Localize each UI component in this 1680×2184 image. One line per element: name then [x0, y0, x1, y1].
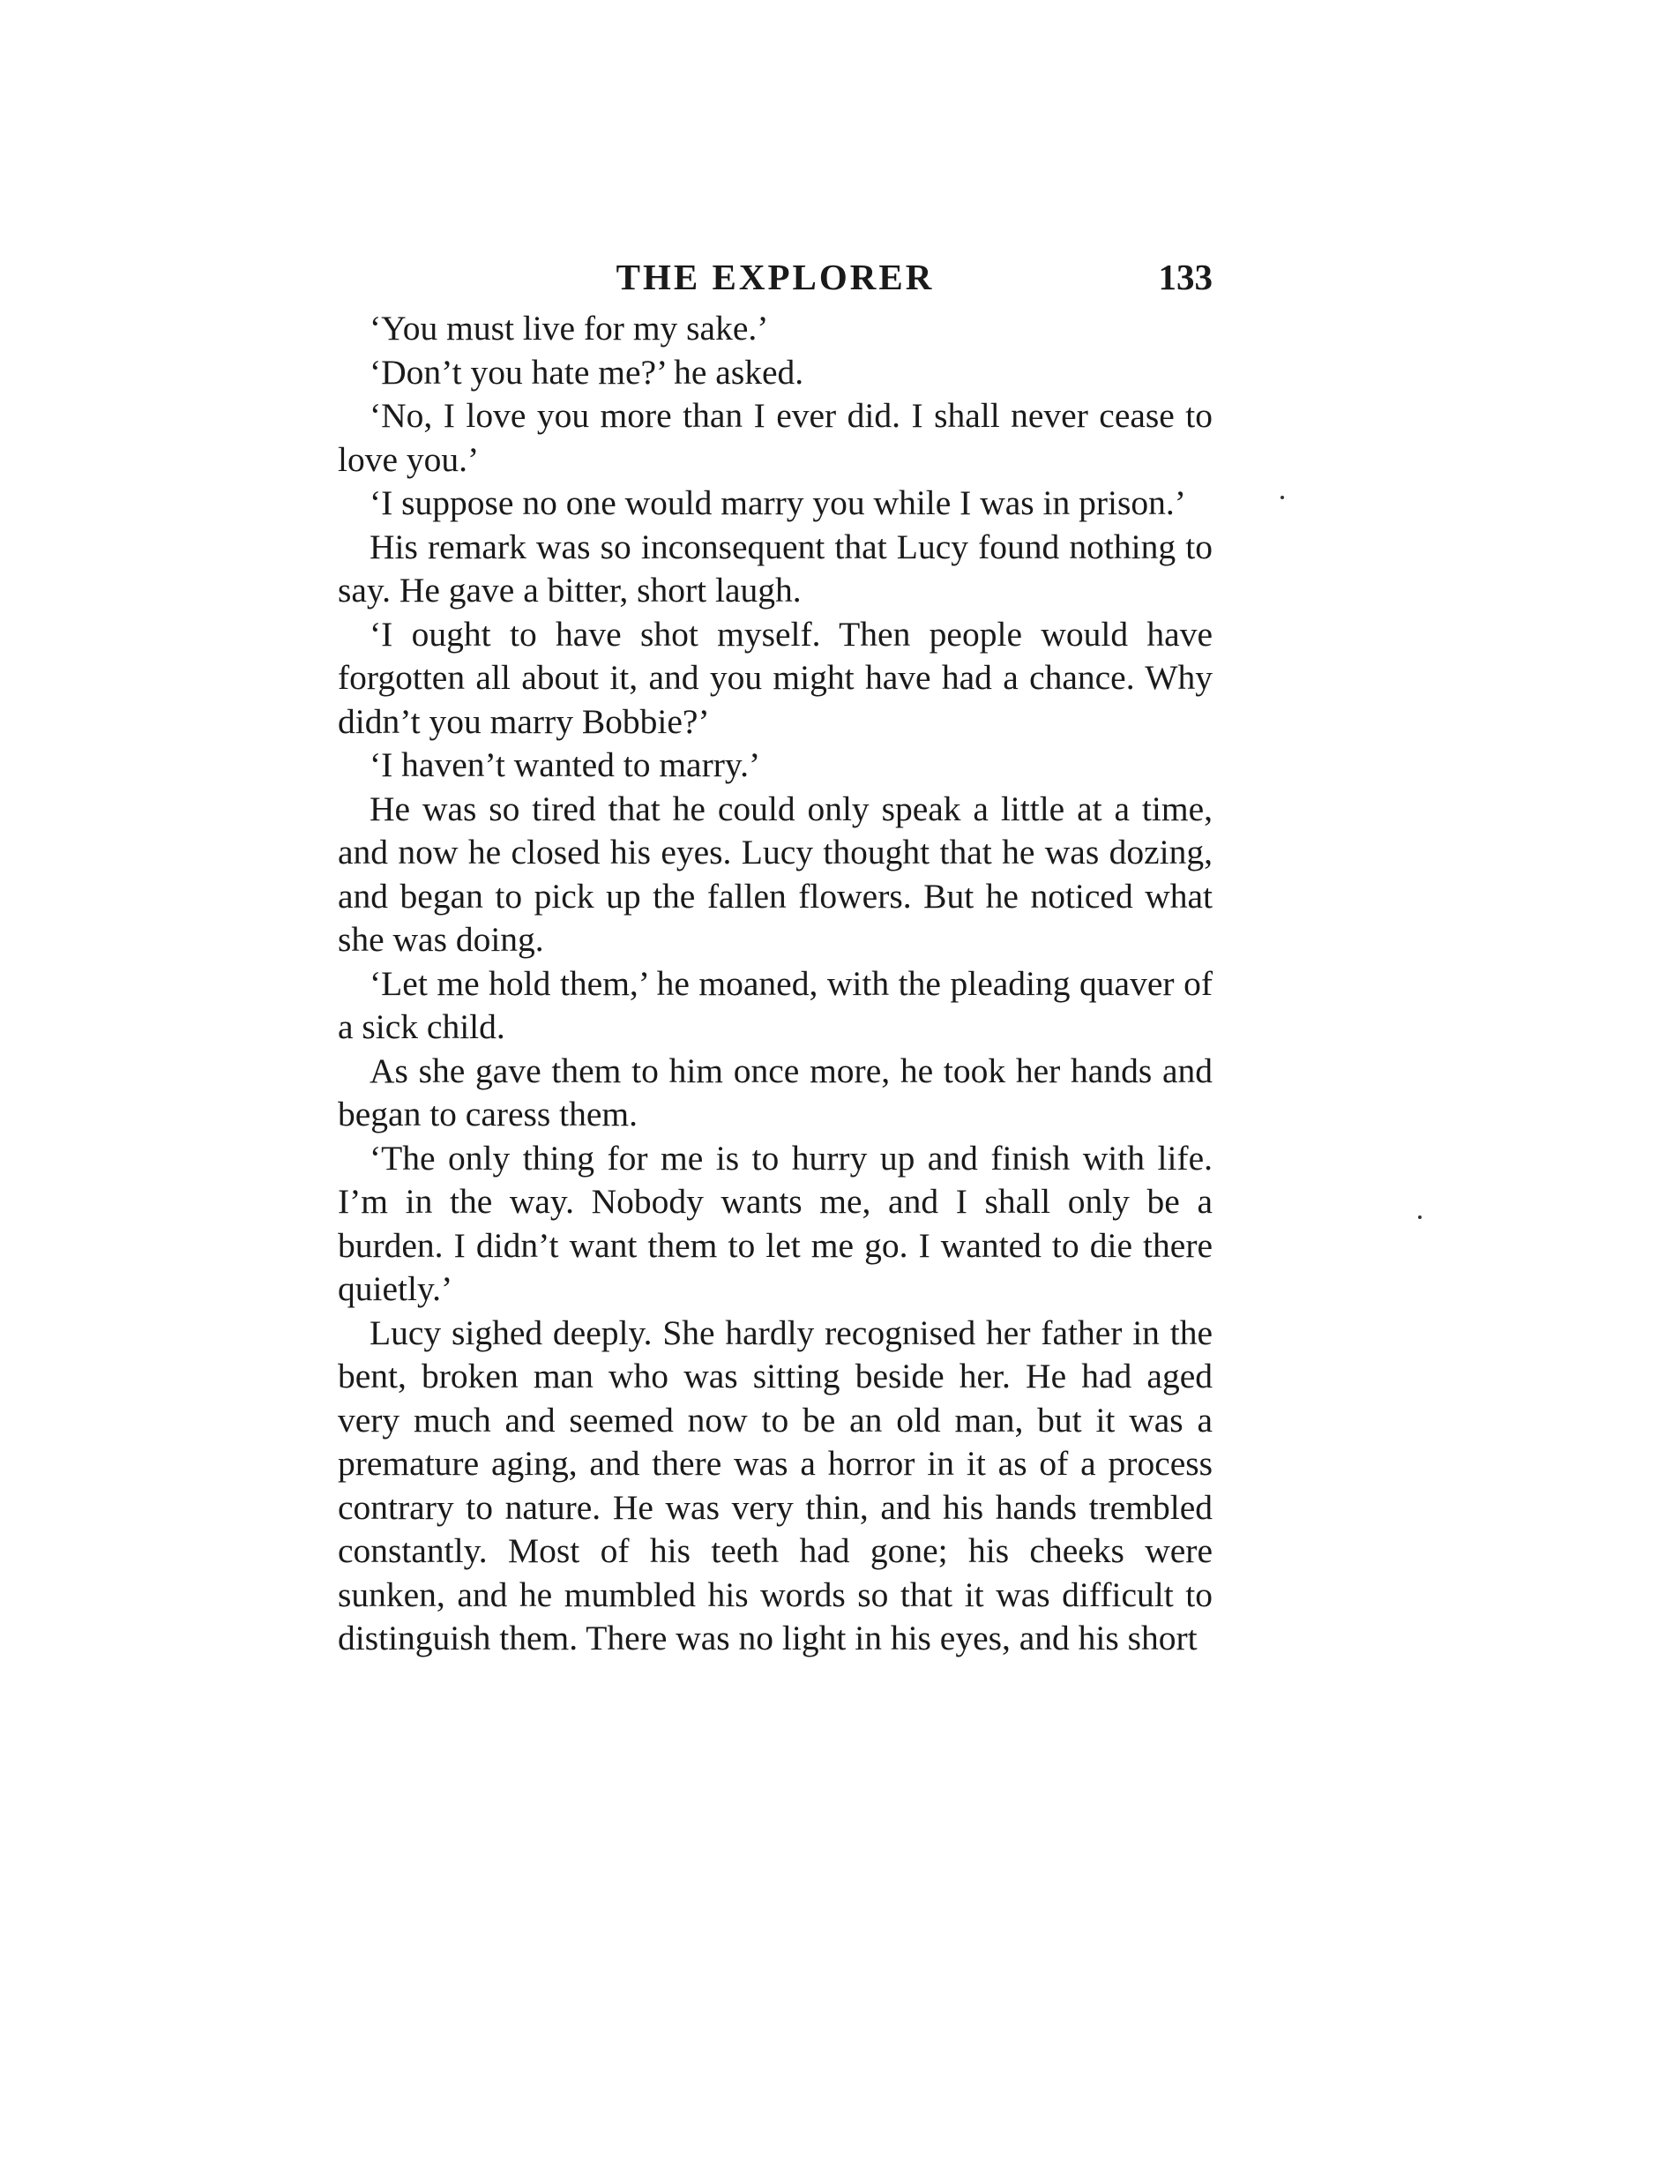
- paragraph: ‘Don’t you hate me?’ he asked.: [370, 352, 804, 392]
- paragraph: ‘I ought to have shot myself. Then people would have forgotten all about it, and you might have had a chance. Why didn’t you marry Bobbie?’: [338, 614, 1213, 741]
- scan-speck: [1418, 1215, 1422, 1219]
- scan-speck: [1281, 496, 1284, 499]
- paragraph: He was so tired that he could only speak a little at a time, and now he closed his eyes. Lucy thought that he was dozing, and began to pick up the fallen flowers. But he noticed what she was doing.: [338, 789, 1213, 959]
- paragraph: ‘I suppose no one would marry you while I was in prison.’: [370, 483, 1186, 522]
- paragraph: ‘I haven’t wanted to marry.’: [370, 745, 761, 784]
- paragraph: ‘Let me hold them,’ he moaned, with the pleading quaver of a sick child.: [338, 963, 1213, 1046]
- paragraph: As she gave them to him once more, he took her hands and began to caress them.: [338, 1051, 1213, 1133]
- body-text: [338, 307, 1213, 1661]
- running-title: THE EXPLORER: [616, 257, 935, 297]
- paragraph: His remark was so inconsequent that Lucy found nothing to say. He gave a bitter, short laugh.: [338, 527, 1213, 610]
- page-number: 133: [1158, 257, 1213, 297]
- paragraph: ‘You must live for my sake.’: [370, 309, 769, 348]
- paragraph: Lucy sighed deeply. She hardly recognised her father in the bent, broken man who was sitting beside her. He had aged very much and seemed now to be an old man, but it was a premature aging, and there was a horror in it as of a process contrary to nature. He was very thin, and his hands trembled constantly. Most of his teeth had gone; his cheeks were sunken, and he mumbled his words so that it was difficult to distinguish them. There was no light in his eyes, and his short: [338, 1313, 1213, 1657]
- paragraph: ‘The only thing for me is to hurry up and finish with life. I’m in the way. Nobody wants me, and I shall only be a burden. I didn’t want them to let me go. I wanted to die there quietly.’: [338, 1138, 1213, 1308]
- paragraph: ‘No, I love you more than I ever did. I shall never cease to love you.’: [338, 396, 1213, 479]
- running-head: [338, 251, 1213, 303]
